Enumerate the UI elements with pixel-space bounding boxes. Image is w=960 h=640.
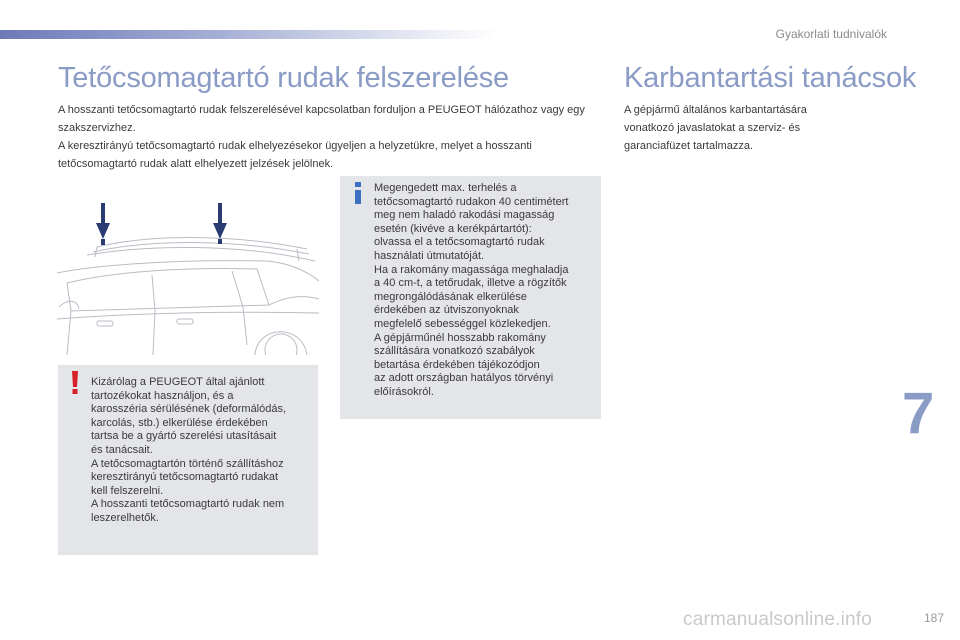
maintenance-title: Karbantartási tanácsok [624,62,917,94]
info-line: tetőcsomagtartó rudakon 40 centimétert [374,195,569,208]
info-line: előírásokról. [374,385,434,398]
warning-line: Kizárólag a PEUGEOT által ajánlott [91,376,265,388]
warning-line: karcolás, stb.) elkerülése érdekében [91,416,268,429]
roof-bars-illustration [57,195,319,355]
marker-arrow-icon [96,203,110,245]
info-line: a 40 cm-t, a tetőrudak, illetve a rögzítők [374,277,567,290]
warning-line: A hosszanti tetőcsomagtartó rudak nem [91,498,285,511]
info-line: érdekében az útviszonyoknak [374,304,519,317]
chapter-number: 7 [902,381,935,446]
warning-line: tartozékokat használjon, és a [91,389,234,402]
warning-text [91,376,313,526]
warning-line: kell felszerelni. [91,484,164,497]
car-roof-diagram [57,195,319,355]
info-line: szállítására vonatkozó szabályok [374,345,535,358]
info-line: A gépjárműnél hosszabb rakomány [374,331,546,344]
maintenance-text: A gépjármű általános karbantartására vonatkozó javaslatokat a szerviz- és garanciafüzet tartalmazza. [624,104,807,152]
warning-line: és tanácsait. [91,443,153,456]
intro-paragraph: A hosszanti tetőcsomagtartó rudak felszerelésével kapcsolatban forduljon a PEUGEOT hálózathoz vagy egy szakszervizhez. [58,104,585,134]
info-line: olvassa el a tetőcsomagtartó rudak [374,236,545,249]
warning-line: karosszéria sérülésének (deformálódás, [91,403,287,416]
header-gradient-bar [0,30,500,39]
page-title: Tetőcsomagtartó rudak felszerelése [58,62,509,94]
warning-box [58,365,318,555]
info-line: megfelelő sebességgel közlekedjen. [374,317,551,330]
info-line: megrongálódásának elkerülése [374,290,527,303]
warning-line: A tetőcsomagtartón történő szállításhoz [91,457,284,470]
info-line: Ha a rakomány magassága meghaladja [374,263,569,276]
warning-line: keresztirányú tetőcsomagtartó rudakat [91,471,279,484]
exclamation-icon [69,371,81,395]
warning-line: leszerelhetők. [91,511,159,524]
page-number: 187 [923,611,944,625]
info-line: Megengedett max. terhelés a [374,182,517,194]
info-line: az adott országban hatályos törvényi [374,372,554,385]
section-label: Gyakorlati tudnivalók [775,27,887,41]
info-line: meg nem haladó rakodási magasság [374,209,555,222]
info-line: esetén (kivéve a kerékpártartót): [374,222,532,235]
warning-line: tartsa be a gyártó szerelési utasításait [91,430,277,443]
info-text [374,182,598,400]
info-icon [353,182,363,204]
intro-paragraph: A keresztirányú tetőcsomagtartó rudak elhelyezésekor ügyeljen a helyzetükre, melyet a hosszanti tetőcsomagtartó rudak alatt elhelyezett jelzések jelölnek. [58,140,532,170]
intro-text [58,101,603,173]
info-box [340,176,601,419]
info-line: használati útmutatóját. [374,249,485,262]
info-line: betartása érdekében tájékozódjon [374,358,540,371]
watermark: carmanualsonline.info [683,609,873,630]
